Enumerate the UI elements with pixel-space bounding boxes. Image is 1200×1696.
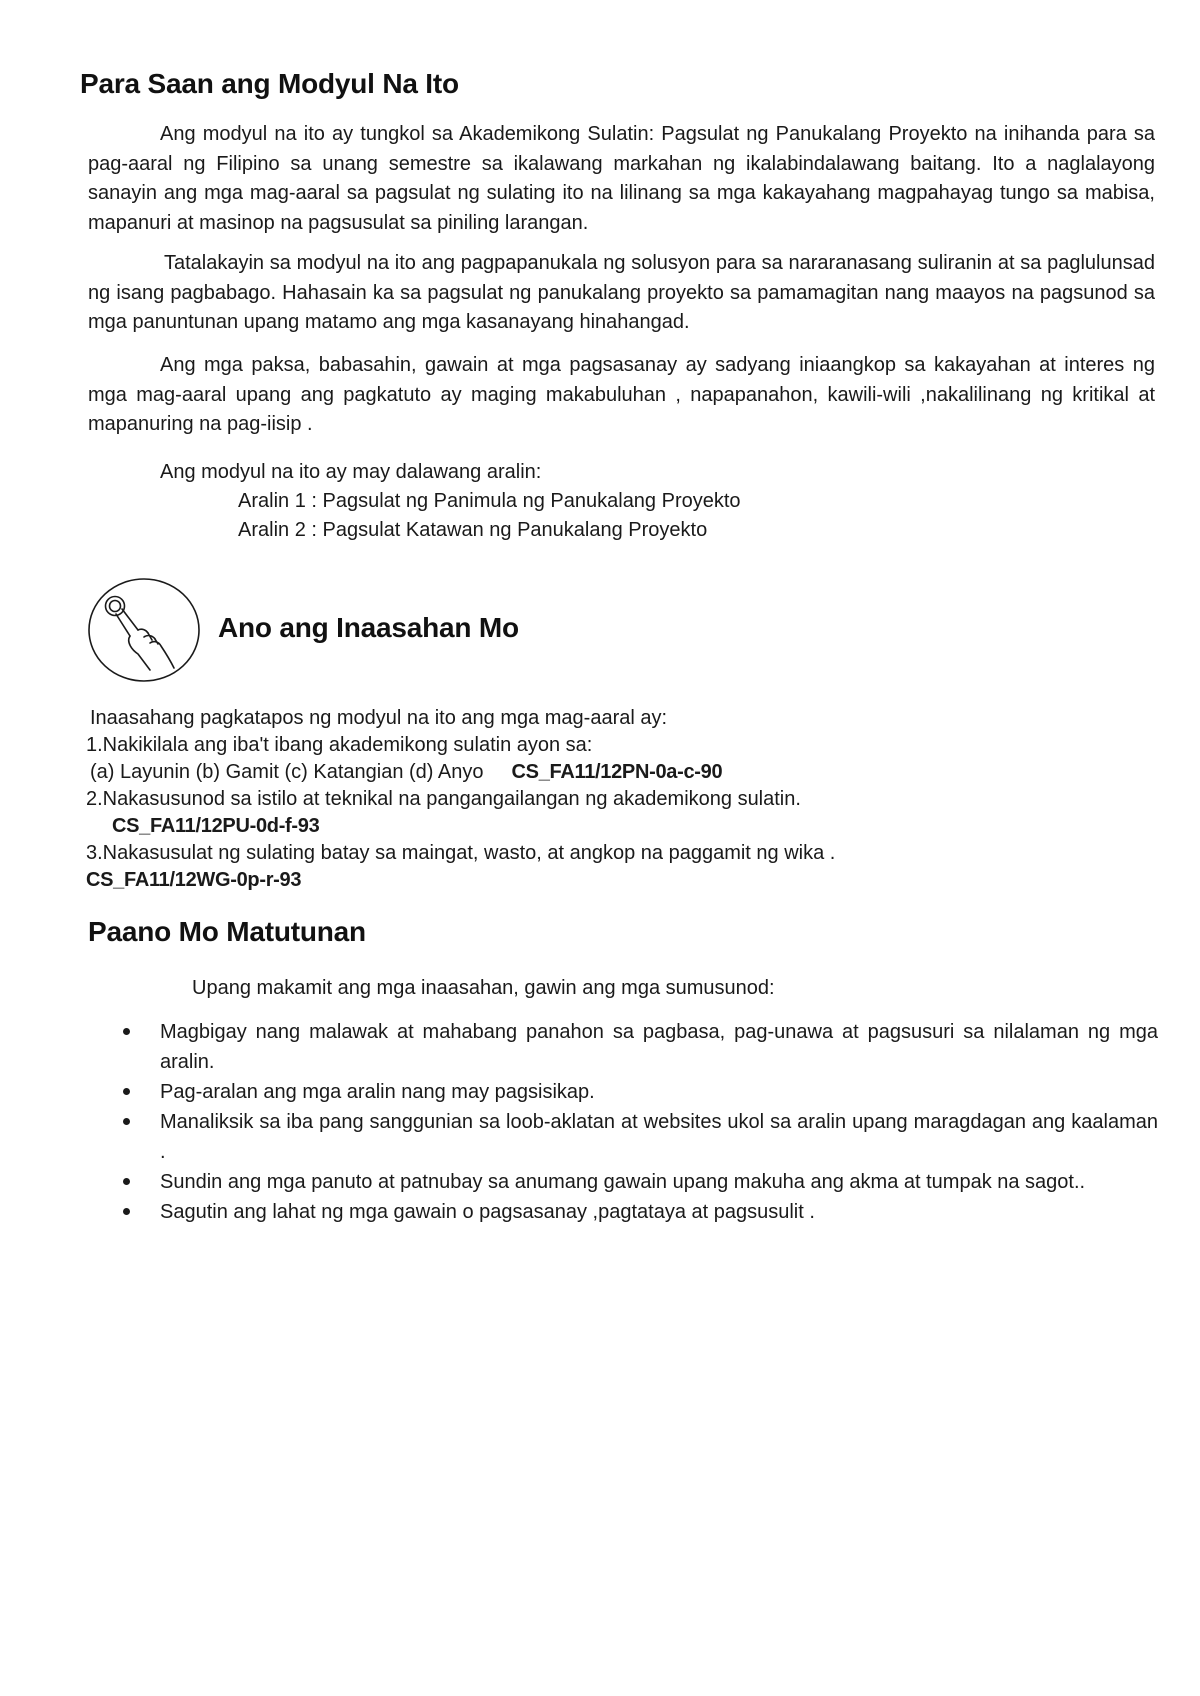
list-item <box>120 1107 1158 1167</box>
section-heading-ano-ang-inaasahan: Ano ang Inaasahan Mo <box>218 612 519 643</box>
paragraph-3: Ang mga paksa, babasahin, gawain at mga pagsasanay ay sadyang iniaangkop sa kakayahan at interes ng mga mag-aaral upang ang pagkatuto ay maging makabuluhan , napapanahon, kawili-wili ,nakalilinang ng kritikal at mapanuring na pag-iisip . <box>88 354 1155 435</box>
bullet-icon <box>123 1028 130 1035</box>
expectations-lead: Inaasahang pagkatapos ng modyul na ito ang mga mag-aaral ay: <box>90 707 668 729</box>
list-item <box>120 1197 1158 1227</box>
section-heading-para-saan: Para Saan ang Modyul Na Ito <box>80 68 459 99</box>
lessons-intro: Ang modyul na ito ay may dalawang aralin: <box>160 461 542 483</box>
how-to-learn-lead: Upang makamit ang mga inaasahan, gawin ang mga sumusunod: <box>192 977 775 999</box>
objective-1: 1.Nakikilala ang iba't ibang akademikong sulatin ayon sa: <box>86 734 593 756</box>
list-item-text: Pag-aralan ang mga aralin nang may pagsisikap. <box>160 1081 595 1103</box>
lesson-item-2: Aralin 2 : Pagsulat Katawan ng Panukalang Proyekto <box>238 519 708 541</box>
objective-1-subtext: (a) Layunin (b) Gamit (c) Katangian (d) Anyo <box>90 761 484 783</box>
list-item <box>120 1167 1158 1197</box>
lesson-item-1: Aralin 1 : Pagsulat ng Panimula ng Panukalang Proyekto <box>238 490 741 512</box>
bullet-icon <box>123 1088 130 1095</box>
how-to-learn-list <box>120 1017 1158 1227</box>
objective-1-detail <box>90 758 722 786</box>
paragraph-2: Tatalakayin sa modyul na ito ang pagpapanukala ng solusyon para sa nararanasang suliranin at sa paglulunsad ng isang pagbabago. Hahasain ka sa pagsulat ng panukalang proyekto sa pamamagitan nang maayos na pagsunod sa mga panuntunan upang matamo ang mga kasanayang hinahangad. <box>88 252 1155 333</box>
list-item-text: Manaliksik sa iba pang sanggunian sa loob-aklatan at websites ukol sa aralin upang maragdagan ang kaalaman . <box>160 1111 1158 1163</box>
objective-2: 2.Nakasusunod sa istilo at teknikal na pangangailangan ng akademikong sulatin. <box>86 788 801 810</box>
list-item-text: Sundin ang mga panuto at patnubay sa anumang gawain upang makuha ang akma at tumpak na sagot.. <box>160 1171 1086 1193</box>
paragraph-1: Ang modyul na ito ay tungkol sa Akademikong Sulatin: Pagsulat ng Panukalang Proyekto na inihanda para sa pag-aaral ng Filipino sa unang semestre sa ikalawang markahan ng ikalabindalawang baitang. Ito a naglalayong sanayin ang mga mag-aaral sa pagsulat ng sulating ito na lilinang sa mga kakayahang magpahayag tungo sa mabisa, mapanuri at masinop na pagsusulat sa piniling larangan. <box>88 123 1155 234</box>
list-item <box>120 1077 1158 1107</box>
list-item-text: Sagutin ang lahat ng mga gawain o pagsasanay ,pagtataya at pagsusulit . <box>160 1201 815 1223</box>
bullet-icon <box>123 1118 130 1125</box>
section-heading-paano-mo-matutunan: Paano Mo Matutunan <box>88 916 366 947</box>
competency-code-2: CS_FA11/12PU-0d-f-93 <box>112 815 320 837</box>
list-item-text: Magbigay nang malawak at mahabang panahon sa pagbasa, pag-unawa at pagsusuri sa nilalaman ng mga aralin. <box>160 1021 1158 1073</box>
competency-code-1: CS_FA11/12PN-0a-c-90 <box>511 761 723 783</box>
objective-3: 3.Nakasusulat ng sulating batay sa maingat, wasto, at angkop na paggamit ng wika . <box>86 842 836 864</box>
bullet-icon <box>123 1208 130 1215</box>
list-item <box>120 1017 1158 1077</box>
bullet-icon <box>123 1178 130 1185</box>
hand-pointer-icon <box>86 576 202 684</box>
competency-code-3: CS_FA11/12WG-0p-r-93 <box>86 869 302 891</box>
